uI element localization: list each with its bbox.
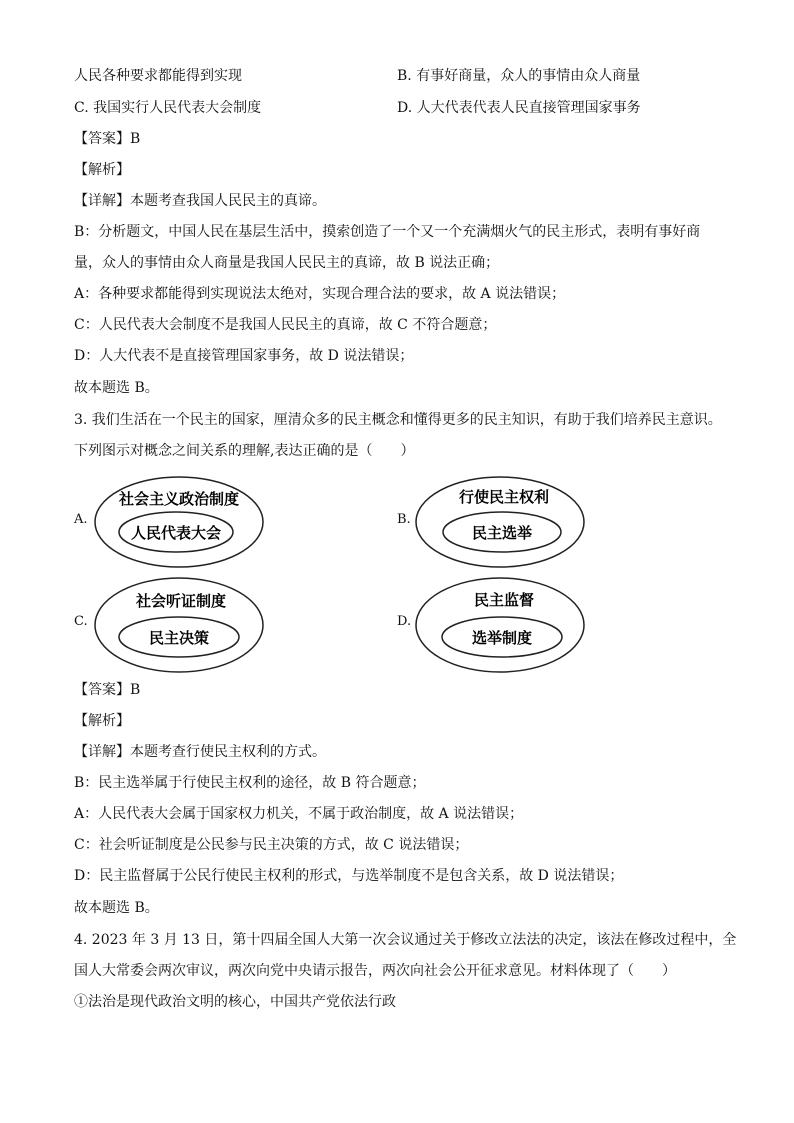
q3-detail: 【详解】本题考查行使民主权利的方式。 [74, 744, 326, 760]
diagram-c-outer-text: 社会听证制度 [135, 592, 227, 610]
q4-option-1: ①法治是现代政治文明的核心，中国共产党依法行政 [74, 994, 396, 1010]
q2-answer: 【答案】B [74, 131, 141, 147]
diagram-a-inner-text: 人民代表大会 [130, 524, 222, 542]
q4-stem-line1: 4. 2023 年 3 月 13 日，第十四届全国人大第一次会议通过关于修改立法法的决定，该法在修改过程中，全 [74, 932, 737, 948]
q3-b: B：民主选举属于行使民主权利的途径，故 B 符合题意； [74, 775, 426, 791]
diagram-d [413, 575, 587, 675]
q2-b-line1: B：分析题文，中国人民在基层生活中，摸索创造了一个又一个充满烟火气的民主形式，表明有事好商 [74, 224, 701, 240]
q2-c: C：人民代表大会制度不是我国人民民主的真谛，故 C 不符合题意； [74, 317, 497, 333]
option-c: C. 我国实行人民代表大会制度 [74, 100, 262, 116]
diagram-c [92, 575, 266, 675]
q2-detail: 【详解】本题考查我国人民民主的真谛。 [74, 193, 326, 209]
q2-a: A：各种要求都能得到实现说法太绝对，实现合理合法的要求，故 A 说法错误； [74, 286, 566, 302]
q3-stem-line1: 3. 我们生活在一个民主的国家，厘清众多的民主概念和懂得更多的民主知识，有助于我们培养民主意识。 [74, 412, 722, 428]
q3-analysis-heading: 【解析】 [74, 713, 130, 729]
q3-a: A：人民代表大会属于国家权力机关，不属于政治制度，故 A 说法错误； [74, 806, 524, 822]
diagram-b-inner-text: 民主选举 [471, 524, 533, 542]
q3-c: C：社会听证制度是公民参与民主决策的方式，故 C 说法错误； [74, 837, 469, 853]
q3-answer: 【答案】B [74, 682, 141, 698]
q3-d: D：民主监督属于公民行使民主权利的形式，与选举制度不是包含关系，故 D 说法错误； [74, 868, 624, 884]
q4-stem-line2: 国人大常委会两次审议，两次向党中央请示报告，两次向社会公开征求意见。材料体现了（ ） [74, 963, 676, 979]
diagram-d-outer-text: 民主监督 [473, 591, 535, 609]
q2-d: D：人大代表不是直接管理国家事务，故 D 说法错误； [74, 348, 414, 364]
q2-analysis-heading: 【解析】 [74, 162, 130, 178]
diagram-b-outer-text: 行使民主权利 [458, 488, 550, 506]
diagram-a-outer-text: 社会主义政治制度 [118, 490, 240, 508]
diagram-a-label: A. [74, 512, 88, 527]
diagram-b-label: B. [397, 512, 411, 527]
diagram-d-label: D. [397, 614, 412, 629]
q3-conclusion: 故本题选 B。 [74, 900, 159, 916]
option-a-tail: 人民各种要求都能得到实现 [74, 68, 242, 84]
diagram-d-inner-text: 选举制度 [471, 629, 533, 647]
option-b: B. 有事好商量，众人的事情由众人商量 [397, 68, 641, 84]
diagram-a [92, 474, 266, 570]
diagram-c-inner-text: 民主决策 [148, 629, 210, 647]
diagram-c-label: C. [74, 614, 88, 629]
q2-conclusion: 故本题选 B。 [74, 380, 159, 396]
diagram-b [413, 474, 587, 570]
option-d: D. 人大代表代表人民直接管理国家事务 [397, 100, 641, 116]
q2-b-line2: 量，众人的事情由众人商量是我国人民民主的真谛，故 B 说法正确； [74, 255, 500, 271]
q3-stem-line2: 下列图示对概念之间关系的理解,表达正确的是（ ） [74, 443, 415, 459]
